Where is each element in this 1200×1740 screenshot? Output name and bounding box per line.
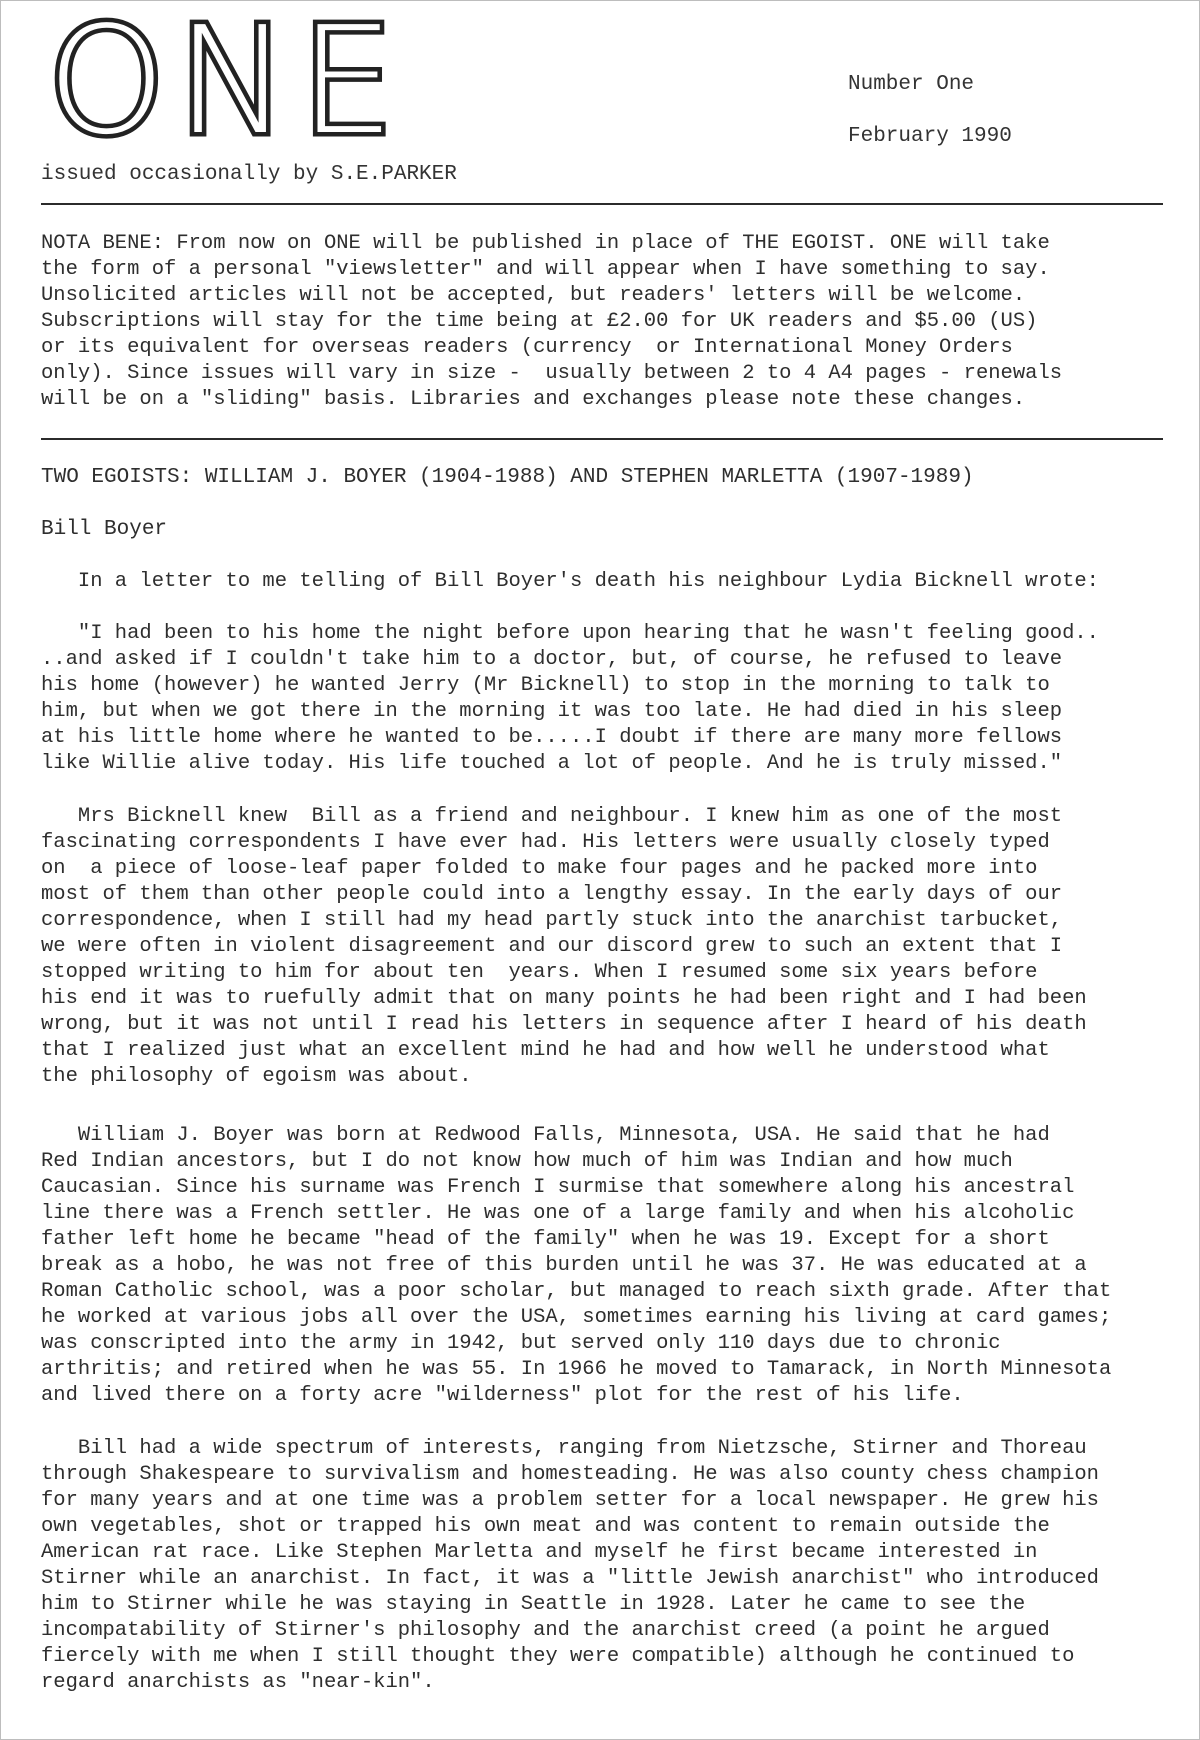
quote-paragraph <box>41 621 1181 777</box>
text-line: father left home he became "head of the family" when he was 19. Except for a short <box>41 1228 1050 1251</box>
text-line: him to Stirner while he was staying in Seattle in 1928. Later he came to see the <box>41 1593 1026 1616</box>
text-line: the form of a personal "viewsletter" and will appear when I have something to say. <box>41 258 1050 281</box>
text-line: only). Since issues will vary in size - usually between 2 to 4 A4 pages - renewals <box>41 362 1063 385</box>
text-line: Mrs Bicknell knew Bill as a friend and neighbour. I knew him as one of the most <box>41 805 1063 828</box>
text-line: was conscripted into the army in 1942, but served only 110 days due to chronic <box>41 1332 1001 1355</box>
text-line: at his little home where he wanted to be.....I doubt if there are many more fellows <box>41 726 1063 749</box>
text-line: own vegetables, shot or trapped his own meat and was content to remain outside the <box>41 1515 1050 1538</box>
divider-middle <box>41 438 1163 440</box>
text-line: NOTA BENE: From now on ONE will be published in place of THE EGOIST. ONE will take <box>41 232 1050 255</box>
text-line: fascinating correspondents I have ever had. His letters were usually closely typed <box>41 831 1050 854</box>
text-line: Unsolicited articles will not be accepted, but readers' letters will be welcome. <box>41 284 1026 307</box>
text-line: correspondence, when I still had my head partly stuck into the anarchist tarbucket, <box>41 909 1063 932</box>
biography-paragraph <box>41 1123 1181 1409</box>
text-line: Roman Catholic school, was a poor scholar, but managed to reach sixth grade. After that <box>41 1280 1112 1303</box>
text-line: stopped writing to him for about ten years. When I resumed some six years before <box>41 961 1038 984</box>
text-line: we were often in violent disagreement and our discord grew to such an extent that I <box>41 935 1063 958</box>
divider-top <box>41 203 1163 205</box>
text-line: Red Indian ancestors, but I do not know how much of him was Indian and how much <box>41 1150 1013 1173</box>
text-line: or its equivalent for overseas readers (currency or International Money Orders <box>41 336 1013 359</box>
text-line: In a letter to me telling of Bill Boyer's death his neighbour Lydia Bicknell wrote: <box>41 570 1099 593</box>
text-line: most of them than other people could into a lengthy essay. In the early days of our <box>41 883 1063 906</box>
text-line: the philosophy of egoism was about. <box>41 1065 472 1088</box>
text-line: like Willie alive today. His life touched a lot of people. And he is truly missed." <box>41 752 1063 775</box>
text-line: will be on a "sliding" basis. Libraries and exchanges please note these changes. <box>41 388 1026 411</box>
correspondence-paragraph <box>41 804 1181 1090</box>
byline: issued occasionally by S.E.PARKER <box>41 163 457 186</box>
text-line: through Shakespeare to survivalism and homesteading. He was also county chess champion <box>41 1463 1099 1486</box>
text-line: Stirner while an anarchist. In fact, it was a "little Jewish anarchist" who introduced <box>41 1567 1099 1590</box>
article-heading: TWO EGOISTS: WILLIAM J. BOYER (1904-1988) AND STEPHEN MARLETTA (1907-1989) <box>41 466 974 489</box>
text-line: Bill had a wide spectrum of interests, ranging from Nietzsche, Stirner and Thoreau <box>41 1437 1087 1460</box>
text-line: arthritis; and retired when he was 55. In 1966 he moved to Tamarack, in North Minnesota <box>41 1358 1112 1381</box>
text-line: that I realized just what an excellent mind he had and how well he understood what <box>41 1039 1050 1062</box>
issue-number: Number One <box>848 73 975 96</box>
text-line: and lived there on a forty acre "wilderness" plot for the rest of his life. <box>41 1384 964 1407</box>
masthead-title: ONE <box>47 0 405 167</box>
text-line: wrong, but it was not until I read his letters in sequence after I heard of his death <box>41 1013 1087 1036</box>
issue-meta <box>848 59 1012 163</box>
interests-paragraph <box>41 1436 1181 1696</box>
nota-bene-paragraph <box>41 231 1181 413</box>
text-line: on a piece of loose-leaf paper folded to make four pages and he packed more into <box>41 857 1038 880</box>
section-subheading: Bill Boyer <box>41 518 168 541</box>
text-line: his home (however) he wanted Jerry (Mr Bicknell) to stop in the morning to talk to <box>41 674 1050 697</box>
text-line: break as a hobo, he was not free of this burden until he was 37. He was educated at a <box>41 1254 1087 1277</box>
text-line: American rat race. Like Stephen Marletta and myself he first became interested in <box>41 1541 1038 1564</box>
text-line: he worked at various jobs all over the USA, sometimes earning his living at card games; <box>41 1306 1112 1329</box>
text-line: Subscriptions will stay for the time being at £2.00 for UK readers and $5.00 (US) <box>41 310 1038 333</box>
text-line: "I had been to his home the night before upon hearing that he wasn't feeling good.. <box>41 622 1099 645</box>
issue-date: February 1990 <box>848 125 1012 148</box>
text-line: fiercely with me when I still thought they were compatible) although he continued to <box>41 1645 1075 1668</box>
intro-paragraph <box>41 569 1181 595</box>
text-line: for many years and at one time was a problem setter for a local newspaper. He grew his <box>41 1489 1099 1512</box>
text-line: incompatability of Stirner's philosophy and the anarchist creed (a point he argued <box>41 1619 1050 1642</box>
text-line: ..and asked if I couldn't take him to a doctor, but, of course, he refused to leave <box>41 648 1063 671</box>
text-line: William J. Boyer was born at Redwood Falls, Minnesota, USA. He said that he had <box>41 1124 1050 1147</box>
text-line: his end it was to ruefully admit that on many points he had been right and I had been <box>41 987 1087 1010</box>
text-line: line there was a French settler. He was one of a large family and when his alcoholic <box>41 1202 1075 1225</box>
text-line: Caucasian. Since his surname was French I surmise that somewhere along his ancestral <box>41 1176 1075 1199</box>
text-line: him, but when we got there in the morning it was too late. He had died in his sleep <box>41 700 1063 723</box>
text-line: regard anarchists as "near-kin". <box>41 1671 435 1694</box>
